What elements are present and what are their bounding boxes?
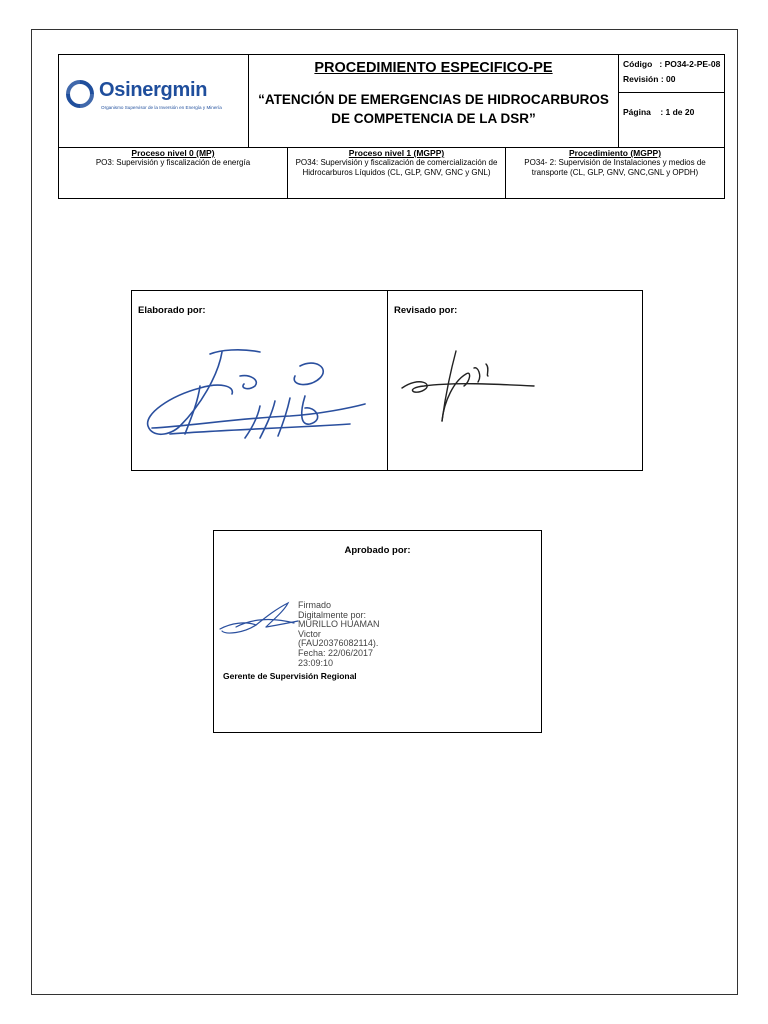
procedure-mgpp	[506, 148, 724, 199]
codigo-value: : PO34-2-PE-08	[659, 59, 721, 69]
procedure-mgpp-text: PO34- 2: Supervisión de Instalaciones y medios de transporte (CL, GLP, GNV, GNC,GNL y OPDH)	[524, 158, 706, 177]
process-level-0-label: Proceso nivel 0 (MP)	[131, 148, 215, 158]
elaborado-label: Elaborado por:	[138, 305, 206, 316]
digital-signature-line: 23:09:10	[298, 657, 334, 668]
process-level-1-label: Proceso nivel 1 (MGPP)	[348, 148, 445, 158]
codigo-label: Código	[623, 59, 653, 69]
signature-box-divider	[387, 291, 388, 470]
logo-tagline: Organismo Supervisor de la Inversión en Energía y Minería	[101, 105, 222, 110]
approver-role: Gerente de Supervisión Regional	[223, 671, 357, 681]
logo-wordmark: Osinergmin	[99, 79, 208, 101]
pagina-row	[623, 107, 694, 117]
revisado-label: Revisado por:	[394, 305, 458, 316]
revision-label: Revisión	[623, 74, 659, 84]
digital-signature-line: MURILLO HUAMAN	[298, 619, 380, 630]
logo-cell	[59, 55, 249, 147]
revision-row	[623, 74, 675, 84]
codigo-row	[623, 59, 720, 69]
aprobado-label: Aprobado por:	[344, 545, 411, 556]
code-cell	[619, 55, 724, 147]
elaborado-signature	[140, 346, 375, 446]
digital-signature-block	[298, 601, 380, 668]
revisado-signature	[394, 346, 544, 426]
digital-signature-line: Fecha: 22/06/2017	[298, 647, 374, 658]
process-row	[59, 147, 724, 198]
aprobado-signature	[216, 597, 301, 642]
pagina-value: : 1 de 20	[660, 107, 695, 117]
procedure-mgpp-label: Procedimiento (MGPP)	[568, 148, 662, 158]
document-title: “ATENCIÓN DE EMERGENCIAS DE HIDROCARBUROS DE COMPETENCIA DE LA DSR”	[258, 92, 609, 126]
signature-box-prepared-reviewed	[131, 290, 643, 471]
process-level-0	[59, 148, 288, 199]
process-level-0-text: PO3: Supervisión y fiscalización de energía	[95, 158, 251, 167]
pagina-label: Página	[623, 107, 651, 117]
document-header	[58, 54, 725, 199]
osinergmin-emblem-icon	[65, 79, 95, 109]
digital-signature-line: (FAU20376082114).	[298, 638, 379, 649]
revision-value: : 00	[660, 74, 676, 84]
digital-signature-line: Firmado	[298, 600, 332, 610]
digital-signature-line: Digitalmente por:	[298, 609, 367, 620]
process-level-1-text: PO34: Supervisión y fiscalización de comercialización de Hidrocarburos Líquidos (CL, GLP, GNV, GNC y GNL)	[295, 158, 498, 177]
process-level-1	[288, 148, 506, 199]
osinergmin-logo	[65, 79, 245, 119]
code-divider	[619, 92, 724, 93]
title-cell	[249, 55, 619, 147]
document-type-title: PROCEDIMIENTO ESPECIFICO-PE	[314, 60, 553, 76]
digital-signature-line: Victor	[298, 628, 321, 639]
signature-box-approved	[213, 530, 542, 733]
